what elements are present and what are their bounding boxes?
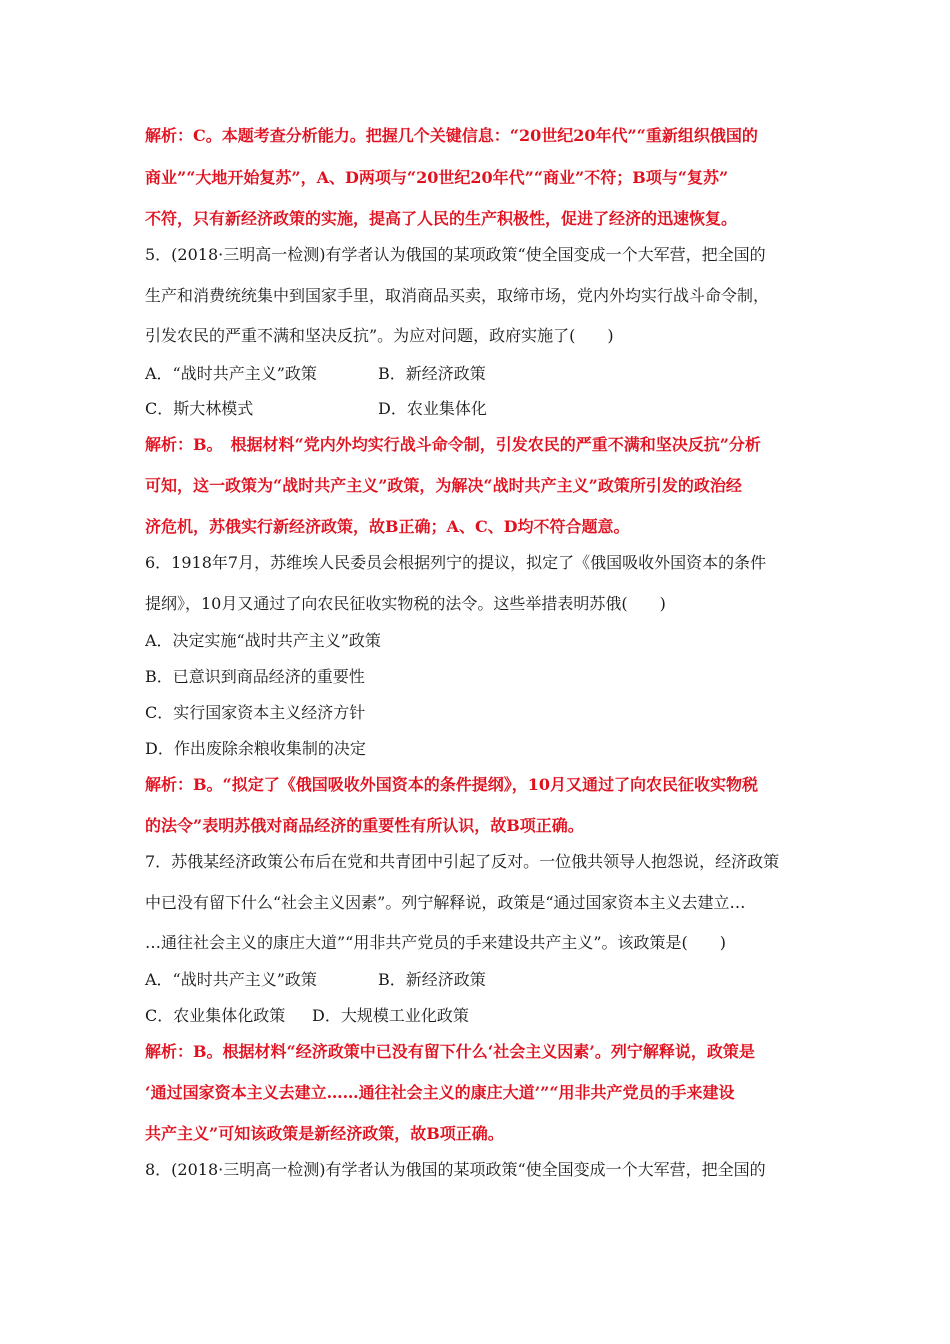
q5-stem-line: 引发农民的严重不满和坚决反抗”。为应对问题，政府实施了( ) — [145, 326, 614, 345]
q5-option-a: A．“战时共产主义”政策 — [145, 364, 317, 383]
q4-analysis-line: 解析：C。本题考查分析能力。把握几个关键信息：“20世纪20年代”“重新组织俄国的 — [145, 126, 758, 145]
q6-option-b: B．已意识到商品经济的重要性 — [145, 667, 365, 686]
q7-stem-line: …通往社会主义的康庄大道”“用非共产党员的手来建设共产主义”。该政策是( ) — [145, 933, 727, 952]
q6-stem-line: 6．1918年7月，苏维埃人民委员会根据列宁的提议，拟定了《俄国吸收外国资本的条件 — [145, 553, 767, 572]
q4-analysis-line: 商业”“大地开始复苏”，A、D两项与“20世纪20年代”“商业”不符；B项与“复苏” — [145, 168, 729, 187]
q7-option-c: C．农业集体化政策 — [145, 1006, 286, 1025]
q7-option-a: A．“战时共产主义”政策 — [145, 970, 317, 989]
q7-option-b: B．新经济政策 — [378, 970, 486, 989]
q5-analysis-line: 可知，这一政策为“战时共产主义”政策，为解决“战时共产主义”政策所引发的政治经 — [145, 476, 742, 495]
q8-stem-line: 8．(2018·三明高一检测)有学者认为俄国的某项政策“使全国变成一个大军营，把全国的 — [145, 1160, 766, 1179]
q7-analysis-line: ‘通过国家资本主义去建立……通往社会主义的康庄大道’”“用非共产党员的手来建设 — [145, 1083, 735, 1102]
q5-option-b: B．新经济政策 — [378, 364, 486, 383]
q6-option-c: C．实行国家资本主义经济方针 — [145, 703, 366, 722]
q6-analysis-line: 解析：B。“拟定了《俄国吸收外国资本的条件提纲》，10月又通过了向农民征收实物税 — [145, 775, 758, 794]
q6-analysis-line: 的法令”表明苏俄对商品经济的重要性有所认识，故B项正确。 — [145, 816, 584, 835]
q4-analysis-line: 不符，只有新经济政策的实施，提高了人民的生产积极性，促进了经济的迅速恢复。 — [145, 209, 738, 228]
q5-analysis-line: 济危机，苏俄实行新经济政策，故B正确；A、C、D均不符合题意。 — [145, 517, 630, 536]
q7-analysis-line: 共产主义”可知该政策是新经济政策，故B项正确。 — [145, 1124, 504, 1143]
q5-option-c: C．斯大林模式 — [145, 399, 254, 418]
q7-stem-line: 中已没有留下什么“社会主义因素”。列宁解释说，政策是“通过国家资本主义去建立… — [145, 893, 746, 912]
q6-option-a: A．决定实施“战时共产主义”政策 — [145, 631, 381, 650]
q5-option-d: D．农业集体化 — [378, 399, 487, 418]
q5-stem-line: 生产和消费统统集中到国家手里，取消商品买卖，取缔市场，党内外均实行战斗命令制， — [145, 286, 770, 305]
q6-stem-line: 提纲》，10月又通过了向农民征收实物税的法令。这些举措表明苏俄( ) — [145, 594, 666, 613]
q5-stem-line: 5．(2018·三明高一检测)有学者认为俄国的某项政策“使全国变成一个大军营，把全国的 — [145, 245, 766, 264]
q7-option-d: D．大规模工业化政策 — [312, 1006, 469, 1025]
q7-stem-line: 7．苏俄某经济政策公布后在党和共青团中引起了反对。一位俄共领导人抱怨说，经济政策 — [145, 852, 780, 871]
q5-analysis-line: 解析：B。 根据材料“党内外均实行战斗命令制，引发农民的严重不满和坚决反抗”分析 — [145, 435, 761, 454]
q6-option-d: D．作出废除余粮收集制的决定 — [145, 739, 366, 758]
q7-analysis-line: 解析：B。根据材料“经济政策中已没有留下什么‘社会主义因素’。列宁解释说，政策是 — [145, 1042, 755, 1061]
